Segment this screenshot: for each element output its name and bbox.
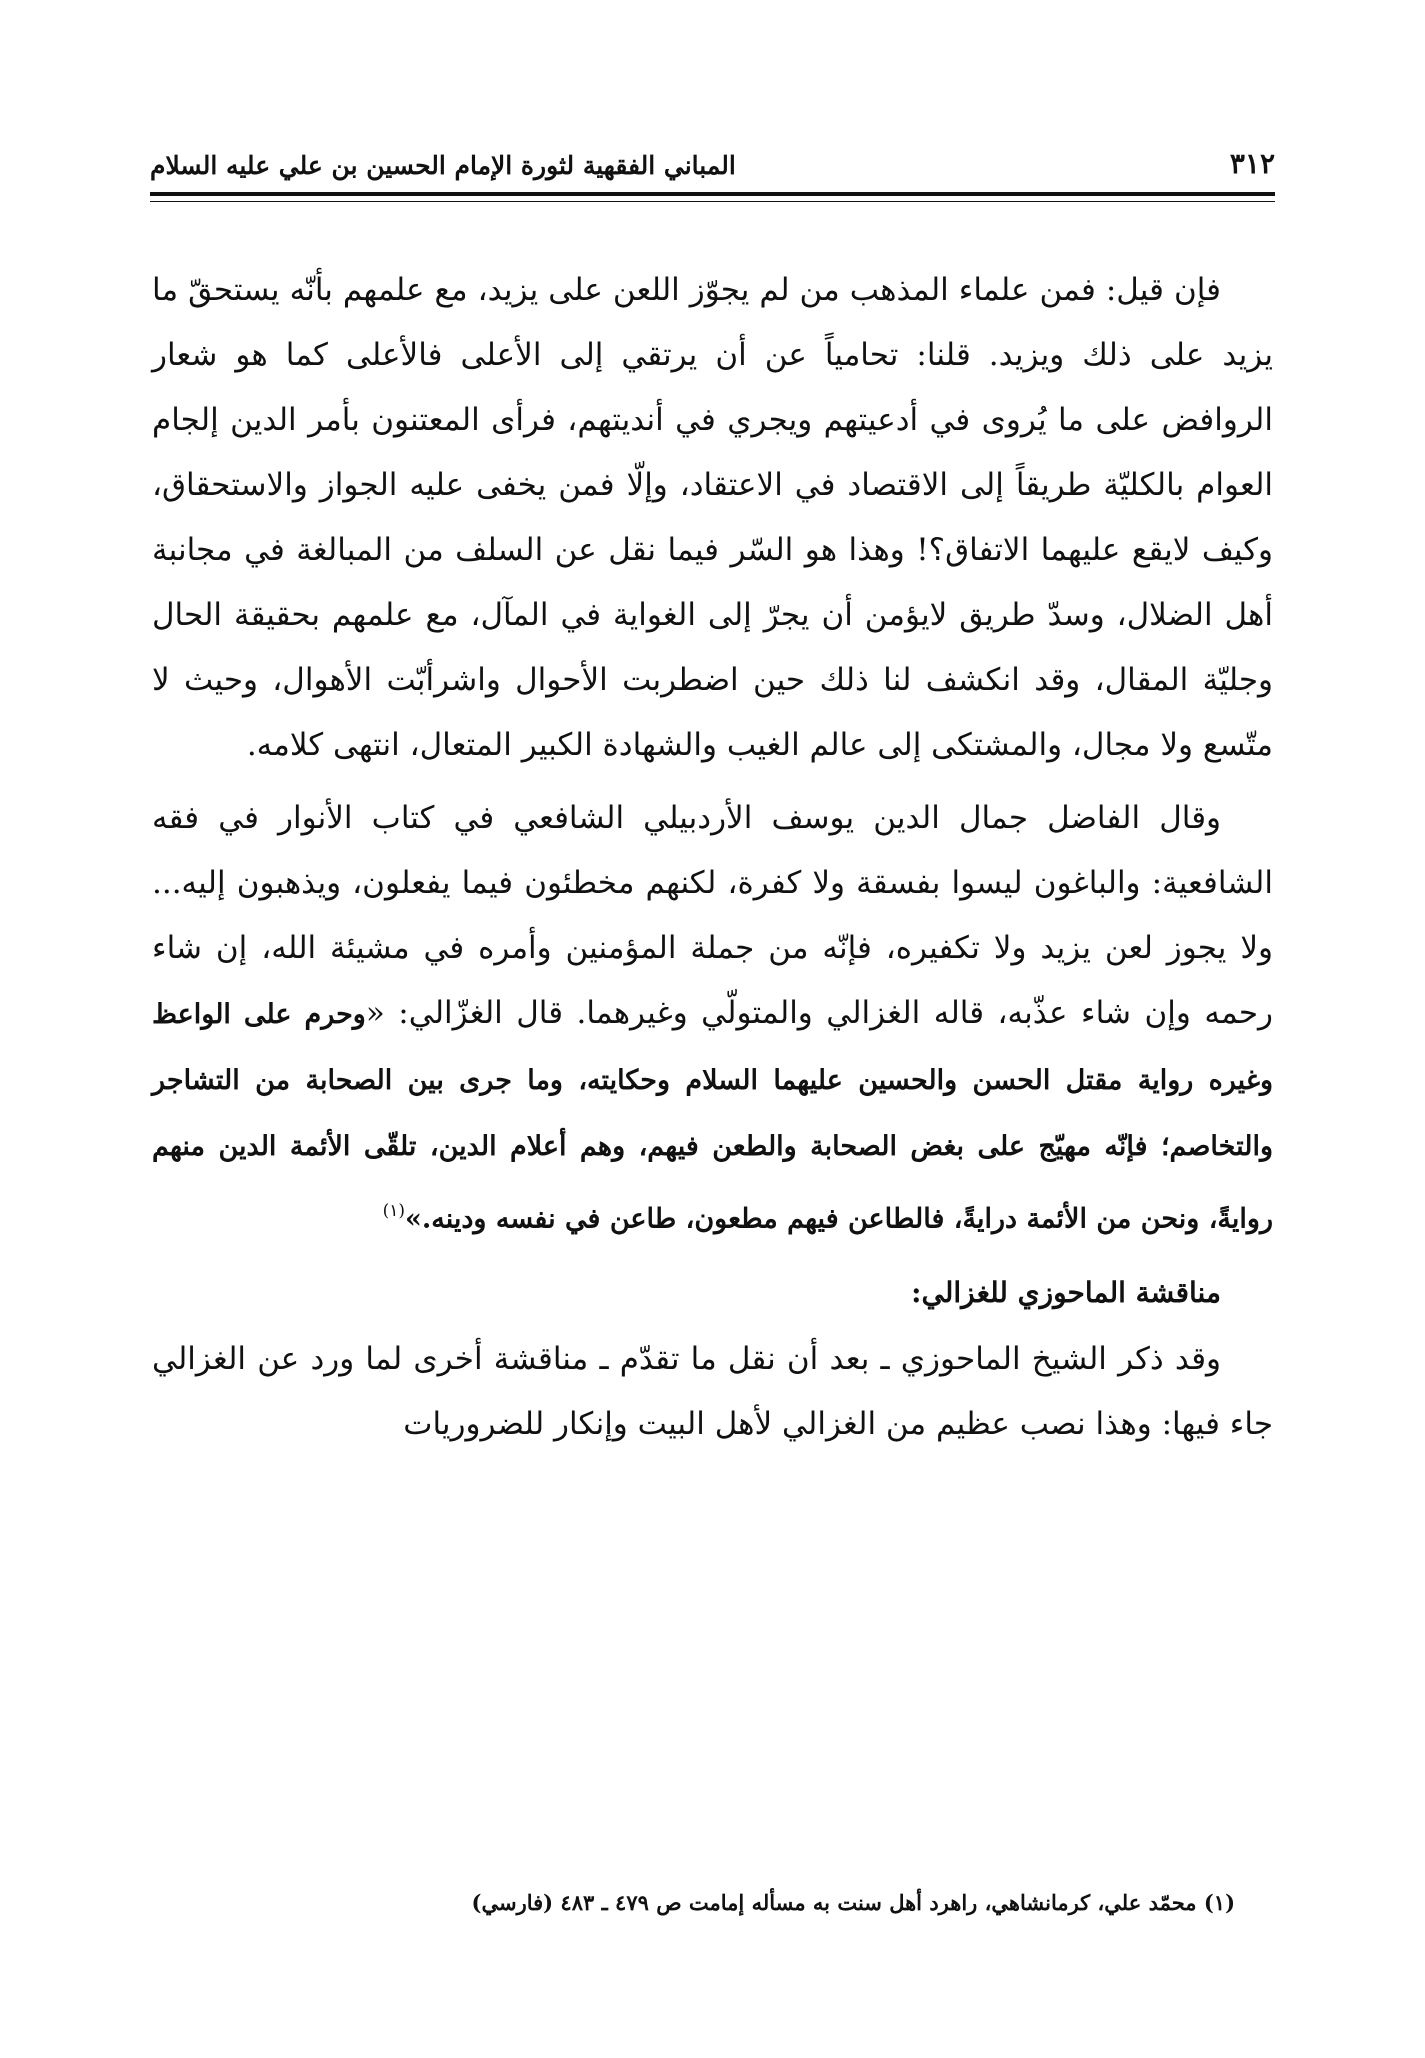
running-title: المباني الفقهية لثورة الإمام الحسين بن علي عليه السلام: [150, 151, 736, 180]
body-text: [152, 258, 1273, 1465]
footnote-marker: (١): [382, 1201, 405, 1221]
page-number: ٣١٢: [1229, 147, 1275, 180]
header-rule-thick: [150, 192, 1275, 196]
paragraph-3: وقد ذكر الشيخ الماحوزي ـ بعد أن نقل ما تقدّم ـ مناقشة أخرى لما ورد عن الغزالي جاء فيها: وهذا نصب عظيم من الغزالي لأهل البيت وإنكار للضروريات: [152, 1341, 1273, 1443]
header-rule-thin: [150, 201, 1275, 202]
page-header: [150, 138, 1275, 180]
paragraph-2: [152, 786, 1273, 1251]
footnote: (١) محمّد علي، كرمانشاهي، راهرد أهل سنت به مسأله إمامت ص ٤٧٩ ـ ٤٨٣ (فارسي): [471, 1890, 1235, 1915]
section-subheading: مناقشة الماحوزي للغزالي:: [911, 1276, 1221, 1310]
paragraph-1: فإن قيل: فمن علماء المذهب من لم يجوّز اللعن على يزيد، مع علمهم بأنّه يستحقّ ما يزيد على ذلك ويزيد. قلنا: تحامياً عن أن يرتقي إلى الأعلى فالأعلى كما هو شعار الروافض على ما يُروى في أدعيتهم ويجري في أنديتهم، فرأى المعتنون بأمر الدين إلجام العوام بالكليّة طريقاً إلى الاقتصاد في الاعتقاد، وإلّا فمن يخفى عليه الجواز والاستحقاق، وكيف لايقع عليهما الاتفاق؟! وهذا هو السّر فيما نقل عن السلف من المبالغة في مجانبة أهل الضلال، وسدّ طريق لايؤمن أن يجرّ إلى الغواية في المآل، مع علمهم بحقيقة الحال وجليّة المقال، وقد انكشف لنا ذلك حين اضطربت الأحوال واشرأبّت الأهوال، وحيث لا متّسع ولا مجال، والمشتكى إلى عالم الغيب والشهادة الكبير المتعال، انتهى كلامه.: [152, 272, 1273, 763]
ghazali-quote: وحرم على الواعظ وغيره رواية مقتل الحسن والحسين عليهما السلام وحكايته، وما جرى بين الصحابة من التشاجر والتخاصم؛ فإنّه مهيّج على بغض الصحابة والطعن فيهم، وهم أعلام الدين، تلقّى الأئمة الدين منهم روايةً، ونحن من الأئمة درايةً، فالطاعن فيهم مطعون، طاعن في نفسه ودينه.»: [152, 999, 1273, 1235]
paragraph-2-text: وقال الفاضل جمال الدين يوسف الأردبيلي الشافعي في كتاب الأنوار في فقه الشافعية: والباغون ليسوا بفسقة ولا كفرة، لكنهم مخطئون فيما يفعلون، ويذهبون إليه... ولا يجوز لعن يزيد ولا تكفيره، فإنّه من جملة المؤمنين وأمره في مشيئة الله، إن شاء رحمه وإن شاء عذّبه، قاله الغزالي والمتولّي وغيرهما. قال الغزّالي: «: [152, 800, 1273, 1031]
